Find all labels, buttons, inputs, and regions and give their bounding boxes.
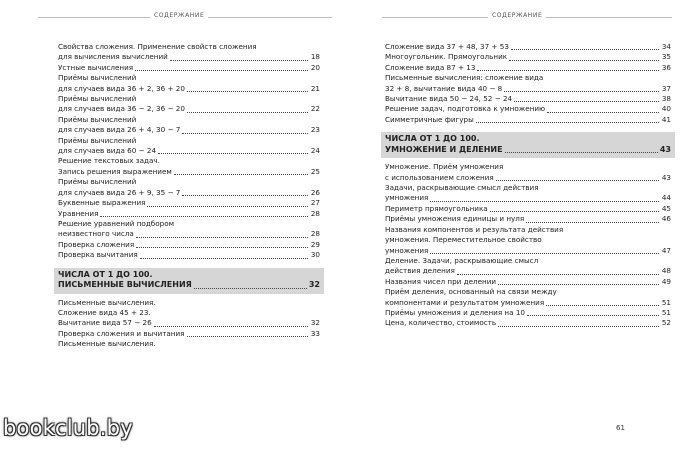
toc-page-number: 48 — [661, 266, 671, 276]
toc-page-number: 44 — [661, 193, 671, 203]
toc-entry-text: Свойства сложения. Применение свойств сложения — [58, 42, 257, 51]
toc-entry-text: Письменные вычисления. — [58, 339, 156, 349]
toc-entry — [58, 167, 320, 177]
toc-entry-text: для случаев вида 36 − 2, 36 − 20 — [58, 104, 185, 114]
toc-list — [58, 42, 320, 350]
toc-entry-text: Приёмы вычислений — [58, 94, 137, 104]
toc-page-number: 32 — [310, 318, 320, 328]
toc-entry-text: Запись решения выражением — [58, 166, 172, 176]
leader-dots — [194, 287, 307, 289]
toc-entry-text: Периметр прямоугольника — [385, 203, 488, 213]
leader-dots — [430, 252, 659, 254]
toc-entry-text: Приёмы умножения и деления на 10 — [385, 307, 525, 317]
toc-entry-text: Задачи, раскрывающие смысл действия — [385, 183, 539, 193]
toc-page-number: 38 — [661, 94, 671, 104]
toc-entry — [385, 73, 671, 94]
toc-entry — [58, 63, 320, 73]
section-title-line2: УМНОЖЕНИЕ И ДЕЛЕНИЕ — [385, 144, 503, 154]
toc-entry-text: для случаев вида 36 + 2, 36 + 20 — [58, 83, 185, 93]
leader-dots — [498, 325, 659, 327]
toc-entry — [58, 198, 320, 208]
toc-entry — [385, 214, 671, 224]
toc-entry — [385, 277, 671, 287]
toc-entry-text: Уравнения — [58, 208, 99, 218]
toc-entry-text: Устные вычисления — [58, 62, 134, 72]
toc-entry-text: умножения. Переместительное свойство — [385, 235, 542, 245]
toc-entry-text: Симметричные фигуры — [385, 114, 474, 124]
toc-entry — [58, 115, 320, 136]
leader-dots — [430, 200, 659, 202]
toc-entry-text: Приём деления, основанный на связи между — [385, 287, 557, 297]
toc-entry — [58, 298, 320, 319]
toc-entry-text: умножения — [385, 245, 429, 255]
leader-dots — [498, 283, 659, 285]
toc-entry-text: для случаев вида 26 + 9, 35 − 7 — [58, 187, 181, 197]
toc-entry-text: Многоугольник. Прямоугольник — [385, 52, 508, 62]
toc-page-number: 34 — [661, 42, 671, 51]
leader-dots — [477, 69, 659, 71]
toc-entry-text: 32 + 8, вычитание вида 40 − 8 — [385, 83, 503, 93]
leader-dots — [496, 179, 659, 181]
toc-entry — [385, 256, 671, 277]
toc-page-number: 35 — [661, 52, 671, 62]
toc-entry — [58, 318, 320, 328]
section-title-line2: ПИСЬМЕННЫЕ ВЫЧИСЛЕНИЯ — [58, 280, 192, 290]
toc-entry — [58, 94, 320, 115]
toc-entry — [58, 156, 320, 166]
toc-entry — [58, 177, 320, 198]
toc-entry-text: Проверка сложения и вычитания — [58, 328, 185, 338]
toc-entry-text: Вычитание вида 50 − 24, 52 − 24 — [385, 94, 513, 104]
toc-entry — [58, 339, 320, 349]
toc-entry — [385, 204, 671, 214]
toc-entry-text: Письменные вычисления: сложение вида — [385, 73, 544, 83]
toc-page-number: 26 — [310, 187, 320, 197]
toc-page-number: 30 — [310, 250, 320, 260]
toc-entry-text: Решение текстовых задач. — [58, 156, 160, 166]
toc-page-number: 25 — [310, 166, 320, 176]
toc-entry — [385, 162, 671, 183]
toc-entry-text: Сложение вида 87 + 13 — [385, 62, 476, 72]
leader-dots — [511, 48, 659, 50]
toc-entry-text: для вычисления вычислений — [58, 52, 168, 62]
toc-entry — [385, 115, 671, 125]
toc-entry-text: неизвестного числа — [58, 229, 134, 239]
leader-dots — [505, 151, 658, 153]
section-page-number: 32 — [308, 280, 320, 290]
toc-list — [385, 42, 671, 329]
toc-entry-text: для случаев вида 26 + 4, 30 − 7 — [58, 125, 181, 135]
toc-entry-text: Приёмы вычислений — [58, 135, 137, 145]
toc-entry-text: Проверка сложения — [58, 239, 135, 249]
toc-entry-text: Вычитание вида 57 − 26 — [58, 318, 152, 328]
toc-entry — [385, 94, 671, 104]
toc-entry — [385, 287, 671, 308]
leader-dots — [187, 111, 308, 113]
leader-dots — [140, 257, 308, 259]
toc-page-number: 37 — [661, 83, 671, 93]
section-heading — [381, 132, 675, 158]
toc-entry — [385, 104, 671, 114]
toc-entry-text: Сложение вида 37 + 48, 37 + 53 — [385, 42, 509, 51]
toc-entry-text: Письменные вычисления. — [58, 297, 156, 307]
leader-dots — [182, 132, 308, 134]
leader-dots — [182, 194, 308, 196]
toc-entry — [385, 183, 671, 204]
toc-page-number: 33 — [310, 328, 320, 338]
header-title: СОДЕРЖАНИЕ — [150, 12, 208, 19]
leader-dots — [147, 205, 308, 207]
toc-page-number: 47 — [661, 245, 671, 255]
toc-page-number: 51 — [661, 297, 671, 307]
toc-page-number: 29 — [310, 239, 320, 249]
toc-page-number: 52 — [661, 318, 671, 328]
toc-page-number: 23 — [310, 125, 320, 135]
toc-page-number: 45 — [661, 203, 671, 213]
toc-entry-text: Приёмы вычислений — [58, 73, 137, 83]
toc-entry-text: для случаев вида 60 − 24 — [58, 146, 157, 156]
toc-entry — [385, 225, 671, 256]
toc-page-number: 41 — [661, 114, 671, 124]
toc-entry-text: Приёмы вычислений — [58, 177, 137, 187]
toc-entry — [385, 63, 671, 73]
toc-entry-text: Названия компонентов и результата действия — [385, 224, 564, 234]
leader-dots — [504, 90, 659, 92]
section-title-line1: ЧИСЛА ОТ 1 ДО 100. — [385, 134, 480, 144]
toc-page-number: 40 — [661, 104, 671, 114]
leader-dots — [457, 273, 659, 275]
toc-entry — [58, 329, 320, 339]
leader-dots — [170, 59, 308, 61]
leader-dots — [546, 304, 659, 306]
toc-entry — [58, 42, 320, 63]
toc-entry-text: Приёмы вычислений — [58, 114, 137, 124]
toc-entry-text: умножения — [385, 193, 429, 203]
leader-dots — [136, 246, 308, 248]
toc-entry-text: Названия чисел при делении — [385, 276, 497, 286]
toc-entry — [58, 219, 320, 240]
toc-entry — [58, 209, 320, 219]
toc-page-number: 20 — [310, 62, 320, 72]
leader-dots — [547, 111, 659, 113]
section-title-line1: ЧИСЛА ОТ 1 ДО 100. — [58, 269, 153, 279]
toc-entry-text: Решение уравнений подбором — [58, 218, 175, 228]
leader-dots — [527, 314, 659, 316]
toc-entry — [385, 318, 671, 328]
toc-entry — [385, 52, 671, 62]
toc-entry — [58, 136, 320, 157]
leader-dots — [509, 59, 659, 61]
toc-entry-text: с использованием сложения — [385, 172, 494, 182]
leader-dots — [135, 69, 308, 71]
toc-entry — [58, 240, 320, 250]
toc-entry — [385, 308, 671, 318]
leader-dots — [154, 325, 308, 327]
toc-entry-text: Цена, количество, стоимость — [385, 318, 497, 328]
right-page — [350, 0, 700, 458]
leader-dots — [136, 236, 308, 238]
leader-dots — [100, 215, 308, 217]
leader-dots — [187, 335, 308, 337]
toc-page-number: 43 — [661, 172, 671, 182]
leader-dots — [158, 152, 308, 154]
toc-page-number: 24 — [310, 146, 320, 156]
toc-page-number: 28 — [310, 208, 320, 218]
toc-entry-text: Буквенные выражения — [58, 198, 146, 208]
toc-entry-text: Сложение вида 45 + 23. — [58, 307, 151, 317]
page-number: 61 — [616, 424, 625, 432]
toc-entry-text: Проверка вычитания — [58, 250, 138, 260]
header-title: СОДЕРЖАНИЕ — [488, 12, 546, 19]
toc-entry-text: Деление. Задачи, раскрывающие смысл — [385, 255, 539, 265]
toc-entry — [385, 42, 671, 52]
leader-dots — [187, 90, 308, 92]
toc-entry — [58, 250, 320, 260]
toc-entry — [58, 73, 320, 94]
toc-entry-text: Умножение. Приём умножения — [385, 162, 504, 172]
leader-dots — [174, 173, 308, 175]
section-heading — [54, 268, 324, 294]
leader-dots — [490, 210, 659, 212]
toc-page-number: 27 — [310, 198, 320, 208]
leader-dots — [526, 221, 659, 223]
toc-page-number: 36 — [661, 62, 671, 72]
toc-entry-text: компонентами и результатом умножения — [385, 297, 545, 307]
toc-entry-text: Приёмы умножения единицы и нуля — [385, 214, 525, 224]
leader-dots — [476, 121, 659, 123]
watermark-logo: bookclub.by — [3, 416, 133, 440]
toc-page-number: 22 — [310, 104, 320, 114]
leader-dots — [514, 100, 659, 102]
toc-page-number: 49 — [661, 276, 671, 286]
toc-page-number: 18 — [310, 52, 320, 62]
toc-page-number: 46 — [661, 214, 671, 224]
toc-entry-text: действия деления — [385, 266, 455, 276]
section-page-number: 43 — [659, 144, 671, 154]
toc-page-number: 28 — [310, 229, 320, 239]
toc-entry-text: Решение задач, подготовка к умножению — [385, 104, 546, 114]
toc-page-number: 51 — [661, 307, 671, 317]
toc-page-number: 21 — [310, 83, 320, 93]
